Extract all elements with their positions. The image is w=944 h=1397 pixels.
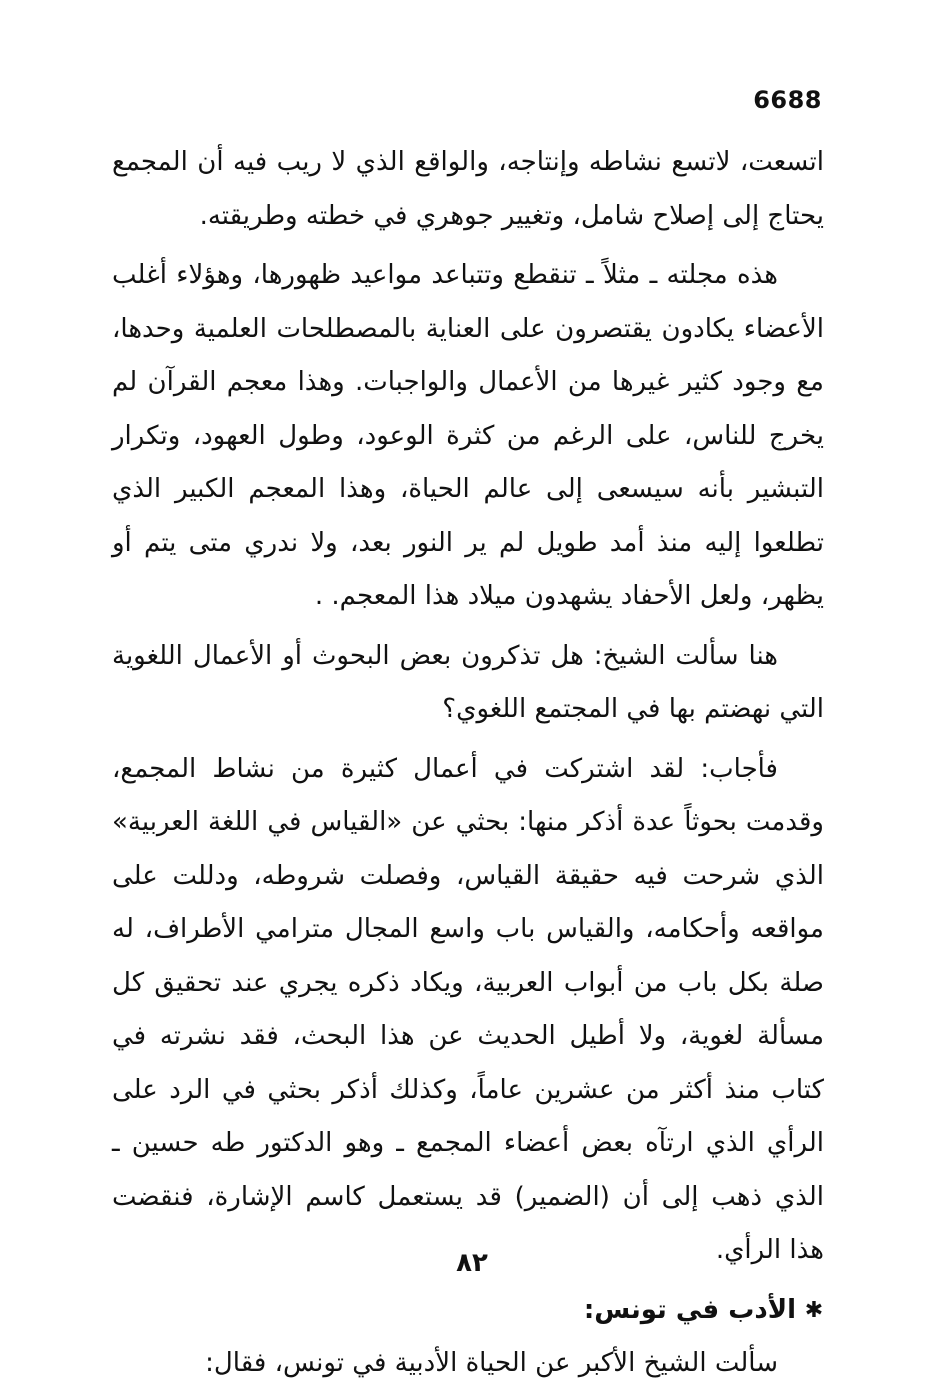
page-id-number: 6688 <box>753 86 822 114</box>
section-heading-text: الأدب في تونس: <box>583 1294 796 1325</box>
paragraph-3: هنا سألت الشيخ: هل تذكرون بعض البحوث أو الأعمال اللغوية التي نهضتم بها في المجتمع اللغوي؟ <box>112 640 824 724</box>
paragraph-5: سألت الشيخ الأكبر عن الحياة الأدبية في تونس، فقال: <box>205 1348 778 1378</box>
asterisk-icon: ✱ <box>804 1297 824 1323</box>
paragraph-2: هذه مجلته ـ مثلاً ـ تنقطع وتتباعد مواعيد ظهورها، وهؤلاء أغلب الأعضاء يكادون يقتصرون على العناية بالمصطلحات العلمية وحدها، مع وجود كثير غيرها من الأعمال والواجبات. وهذا معجم القرآن لم يخرج للناس، على الرغم من كثرة الوعود، وطول العهود، وتكرار التبشير بأنه سيسعى إلى عالم الحياة، وهذا المعجم الكبير الذي تطلعوا إليه منذ أمد طويل لم ير النور بعد، ولا ندري متى يتم أو يظهر، ولعل الأحفاد يشهدون ميلاد هذا المعجم. . <box>112 260 824 611</box>
paragraph-1: اتسعت، لاتسع نشاطه وإنتاجه، والواقع الذي لا ريب فيه أن المجمع يحتاج إلى إصلاح شامل، وتغيير جوهري في خطته وطريقته. <box>112 147 824 231</box>
article-body <box>112 136 824 1397</box>
section-heading <box>112 1284 824 1338</box>
page-number: ٨٢ <box>456 1248 488 1278</box>
paragraph-4: فأجاب: لقد اشتركت في أعمال كثيرة من نشاط المجمع، وقدمت بحوثاً عدة أذكر منها: بحثي عن «القياس في اللغة العربية» الذي شرحت فيه حقيقة القياس، وفصلت شروطه، ودللت على مواقعه وأحكامه، والقياس باب واسع المجال مترامي الأطراف، له صلة بكل باب من أبواب العربية، ويكاد ذكره يجري عند تحقيق كل مسألة لغوية، ولا أطيل الحديث عن هذا البحث، فقد نشرته في كتاب منذ أكثر من عشرين عاماً، وكذلك أذكر بحثي في الرد على الرأي الذي ارتآه بعض أعضاء المجمع ـ وهو الدكتور طه حسين ـ الذي ذهب إلى أن (الضمير) قد يستعمل كاسم الإشارة، فنقضت هذا الرأي. <box>112 753 824 1265</box>
